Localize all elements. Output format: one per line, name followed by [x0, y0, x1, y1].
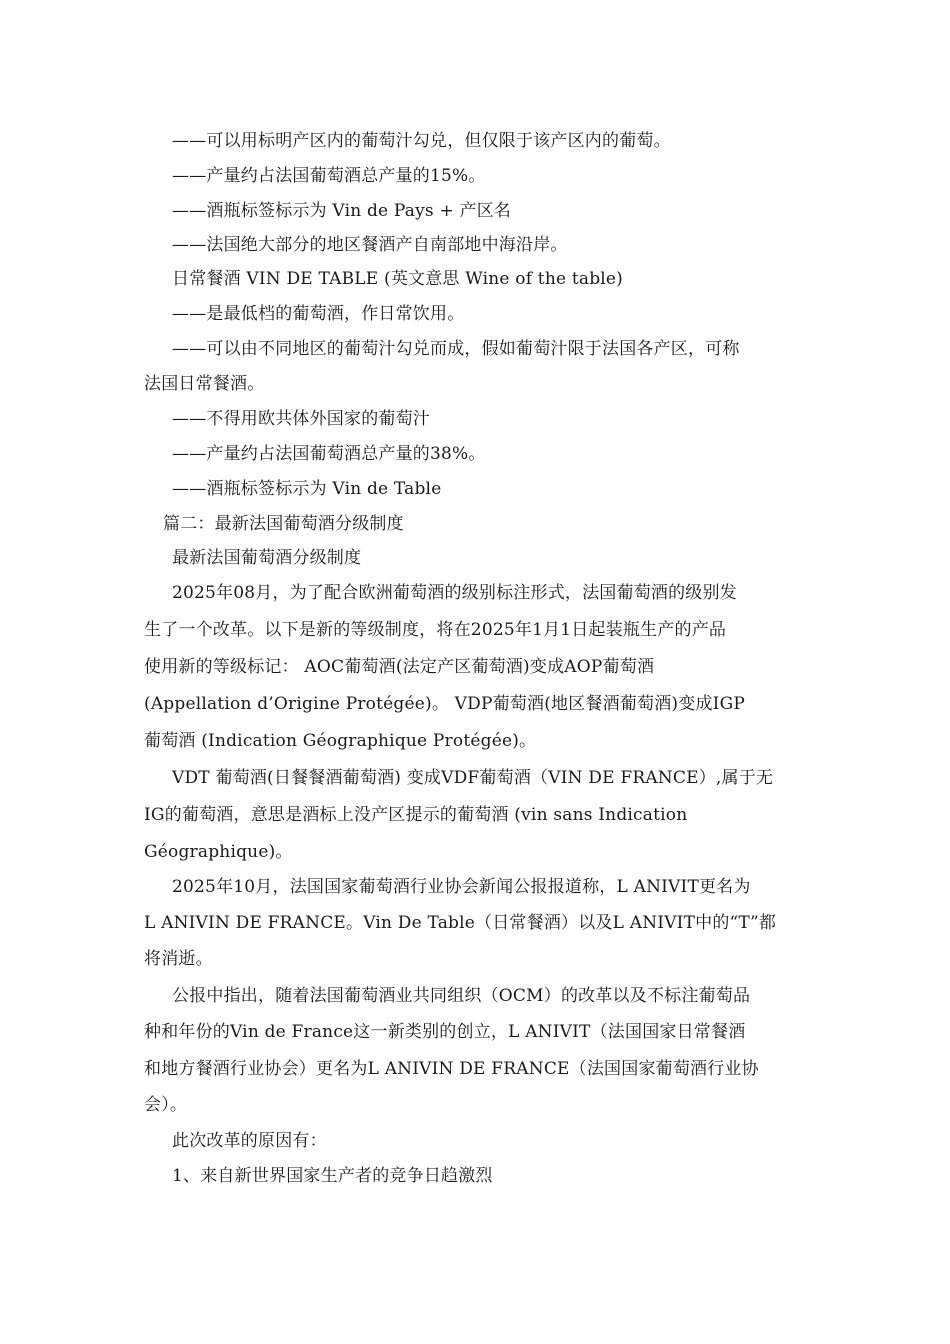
text-line: ——产量约占法国葡萄酒总产量的15%。: [172, 166, 486, 186]
text-line: ——是最低档的葡萄酒，作日常饮用。: [172, 304, 465, 324]
text-line: ——酒瓶标签标示为 Vin de Pays + 产区名: [172, 201, 512, 221]
section-heading: 篇二：最新法国葡萄酒分级制度: [163, 514, 404, 534]
paragraph-line: 使用新的等级标记： AOC葡萄酒(法定产区葡萄酒)变成AOP葡萄酒: [144, 657, 655, 677]
section-heading: 日常餐酒 VIN DE TABLE (英文意思 Wine of the table): [172, 269, 624, 289]
text-line: ——可以用标明产区内的葡萄汁勾兑，但仅限于该产区内的葡萄。: [172, 131, 671, 151]
text-line: ——酒瓶标签标示为 Vin de Table: [172, 479, 442, 499]
paragraph-line: 公报中指出，随着法国葡萄酒业共同组织（OCM）的改革以及不标注葡萄品: [172, 986, 751, 1006]
paragraph-line: (Appellation d’Origine Protégée)。 VDP葡萄酒(地区餐酒葡萄酒)变成IGP: [144, 694, 745, 714]
text-line: ——可以由不同地区的葡萄汁勾兑而成，假如葡萄汁限于法国各产区，可称: [172, 339, 740, 359]
paragraph-line: Géographique)。: [144, 842, 293, 862]
text-line: ——法国绝大部分的地区餐酒产自南部地中海沿岸。: [172, 235, 568, 255]
paragraph-line: 和地方餐酒行业协会）更名为L ANIVIN DE FRANCE（法国国家葡萄酒行业协: [144, 1059, 759, 1079]
paragraph-line: 会）。: [144, 1095, 188, 1115]
text-line: ——不得用欧共体外国家的葡萄汁: [172, 409, 430, 429]
document-title: 最新法国葡萄酒分级制度: [172, 548, 362, 568]
paragraph-line: VDT 葡萄酒(日餐餐酒葡萄酒) 变成VDF葡萄酒（VIN DE FRANCE）,属于无: [172, 768, 774, 788]
paragraph-line: 将消逝。: [144, 949, 213, 969]
paragraph-line: 此次改革的原因有：: [172, 1131, 327, 1151]
text-line: 法国日常餐酒。: [144, 374, 265, 394]
paragraph-line: 种和年份的Vin de France这一新类别的创立，L ANIVIT（法国国家日常餐酒: [144, 1022, 746, 1042]
paragraph-line: 生了一个改革。以下是新的等级制度，将在2025年1月1日起装瓶生产的产品: [144, 620, 727, 640]
paragraph-line: 2025年08月，为了配合欧洲葡萄酒的级别标注形式，法国葡萄酒的级别发: [172, 583, 737, 603]
paragraph-line: IG的葡萄酒，意思是酒标上没产区提示的葡萄酒 (vin sans Indication: [144, 805, 688, 825]
paragraph-line: 2025年10月，法国国家葡萄酒行业协会新闻公报报道称，L ANIVIT更名为: [172, 877, 751, 897]
paragraph-line: 葡萄酒 (Indication Géographique Protégée)。: [144, 731, 537, 751]
paragraph-line: L ANIVIN DE FRANCE。Vin De Table（日常餐酒）以及L ANIVIT中的“T”都: [144, 913, 777, 933]
text-line: ——产量约占法国葡萄酒总产量的38%。: [172, 444, 486, 464]
list-item: 1、来自新世界国家生产者的竞争日趋激烈: [172, 1166, 493, 1186]
